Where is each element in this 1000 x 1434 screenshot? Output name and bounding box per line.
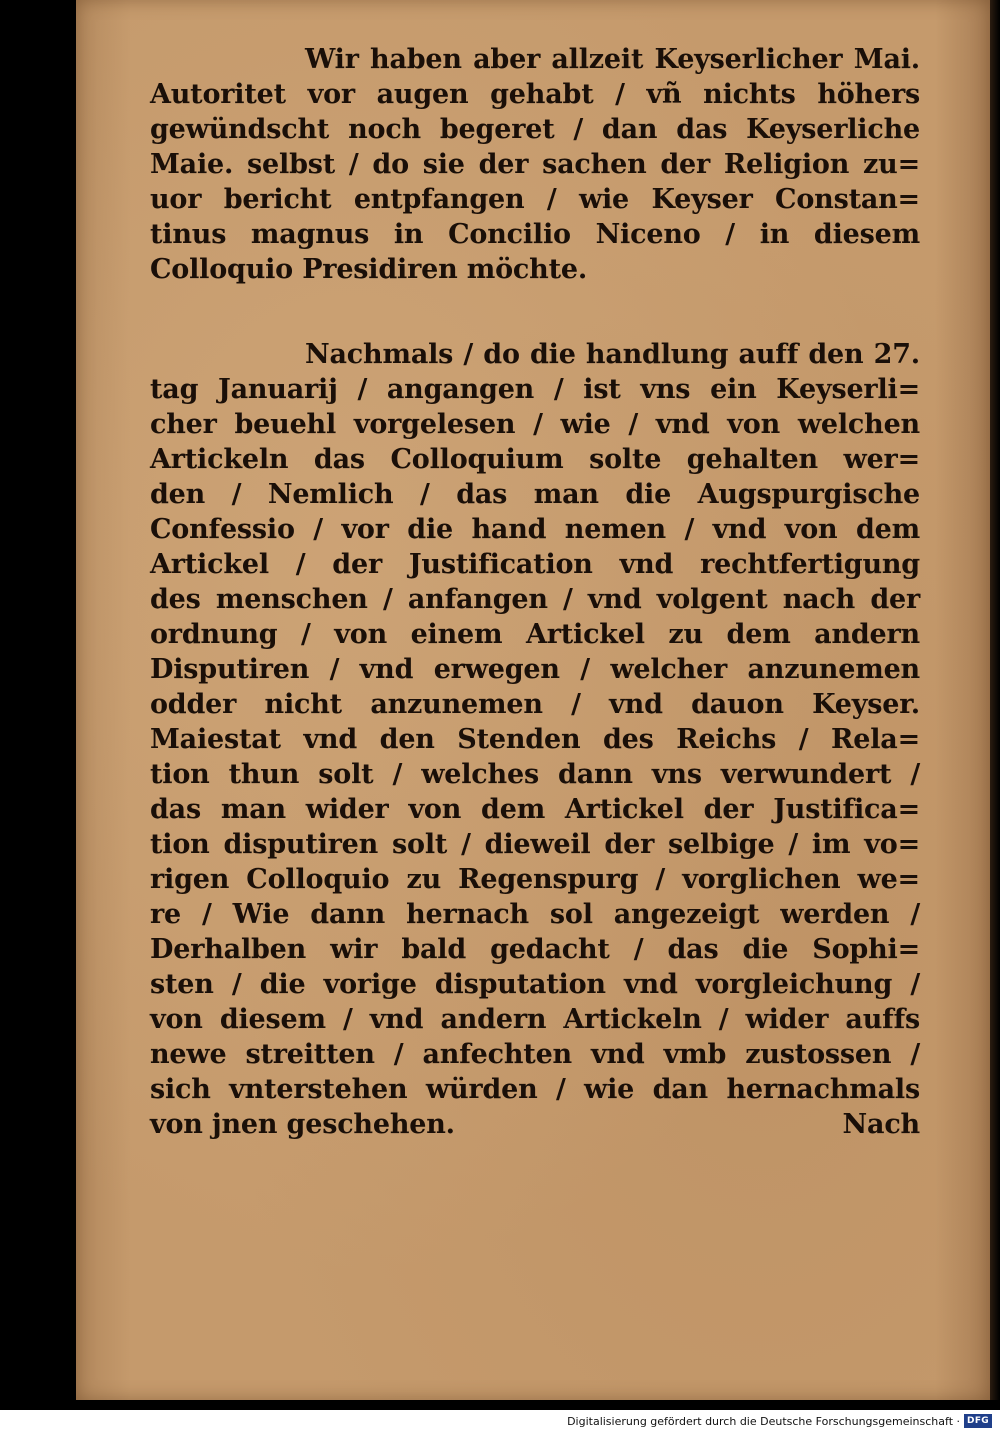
funding-notice: Digitalisierung gefördert durch die Deutsche Forschungsgemeinschaft · — [567, 1415, 960, 1428]
footer-bar — [0, 1410, 1000, 1434]
text-line: re / Wie dann hernach sol angezeigt werden / — [150, 899, 920, 930]
text-line: des menschen / anfangen / vnd volgent nach der — [150, 584, 920, 615]
text-line: newe streitten / anfechten vnd vmb zustossen / — [150, 1039, 920, 1070]
text-line: tag Januarij / angangen / ist vns ein Keyserli= — [150, 374, 920, 405]
text-line: Artickel / der Justification vnd rechtfertigung — [150, 549, 920, 580]
text-line: den / Nemlich / das man die Augspurgische — [150, 479, 920, 510]
text-line: tion thun solt / welches dann vns verwundert / — [150, 759, 920, 790]
text-line: Artickeln das Colloquium solte gehalten wer= — [150, 444, 920, 475]
text-line: Wir haben aber allzeit Keyserlicher Mai. — [305, 44, 920, 75]
text-line: uor bericht entpfangen / wie Keyser Constan= — [150, 184, 920, 215]
text-line: odder nicht anzunemen / vnd dauon Keyser. — [150, 689, 920, 720]
text-line: cher beuehl vorgelesen / wie / vnd von welchen — [150, 409, 920, 440]
text-line: tion disputiren solt / dieweil der selbige / im vo= — [150, 829, 920, 860]
text-line: das man wider von dem Artickel der Justifica= — [150, 794, 920, 825]
page-text — [150, 42, 920, 1142]
text-line: Maie. selbst / do sie der sachen der Religion zu= — [150, 149, 920, 180]
text-line: tinus magnus in Concilio Niceno / in diesem — [150, 219, 920, 250]
last-line-text: von jnen geschehen. — [150, 1109, 455, 1140]
text-line: Disputiren / vnd erwegen / welcher anzunemen — [150, 654, 920, 685]
text-line: sten / die vorige disputation vnd vorgleichung / — [150, 969, 920, 1000]
text-line: von diesem / vnd andern Artickeln / wider auffs — [150, 1004, 920, 1035]
text-line: rigen Colloquio zu Regenspurg / vorglichen we= — [150, 864, 920, 895]
text-line: sich vnterstehen würden / wie dan hernachmals — [150, 1074, 920, 1105]
text-line: gewündscht noch begeret / dan das Keyserliche — [150, 114, 920, 145]
text-line: ordnung / von einem Artickel zu dem andern — [150, 619, 920, 650]
dfg-logo: DFG — [964, 1414, 992, 1428]
text-line: Derhalben wir bald gedacht / das die Sophi= — [150, 934, 920, 965]
text-line: Colloquio Presidiren möchte. — [150, 254, 588, 285]
text-line: Confessio / vor die hand nemen / vnd von dem — [150, 514, 920, 545]
paragraph-gap — [150, 287, 920, 337]
catchword: Nach — [842, 1109, 920, 1140]
page-edge-shadow — [990, 0, 1000, 1400]
text-line: Nachmals / do die handlung auff den 27. — [305, 339, 920, 370]
text-line: Autoritet vor augen gehabt / vñ nichts höhers — [150, 79, 920, 110]
text-line: Maiestat vnd den Stenden des Reichs / Rela= — [150, 724, 920, 755]
text-line-final — [150, 1107, 920, 1142]
